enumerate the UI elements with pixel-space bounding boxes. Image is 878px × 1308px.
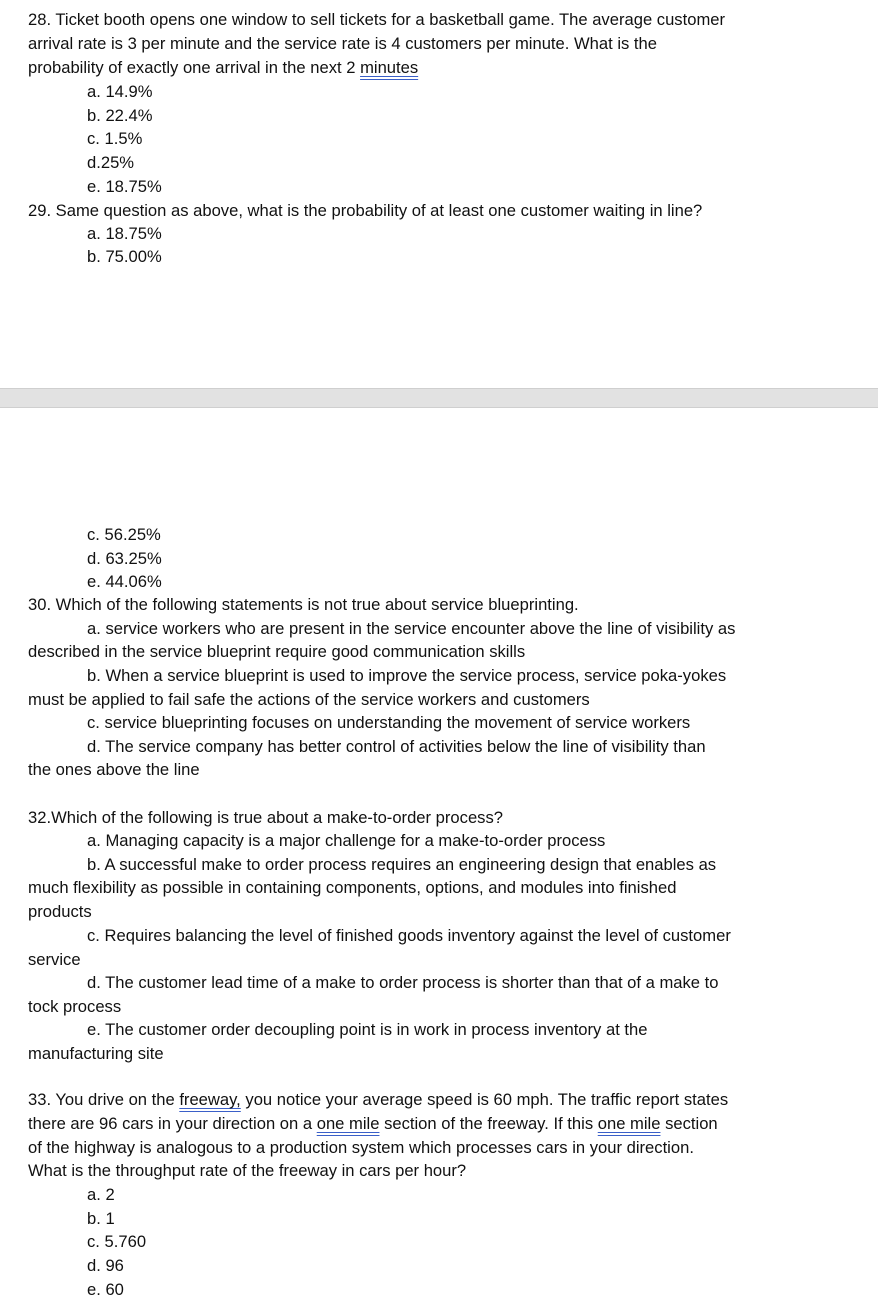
q30-stem: 30. Which of the following statements is not true about service blueprinting.: [28, 595, 579, 614]
q33-stem-line-2: [28, 1112, 718, 1136]
q32-option-e-line-1: e. The customer order decoupling point is in work in process inventory at the: [87, 1020, 648, 1039]
q32-option-d-line-2: tock process: [28, 997, 122, 1016]
q29-option-b: b. 75.00%: [87, 247, 162, 266]
q33-option-b: b. 1: [87, 1209, 115, 1228]
q33-text: section: [660, 1114, 718, 1133]
q32-option-d-line-1: d. The customer lead time of a make to order process is shorter than that of a make to: [87, 973, 719, 992]
q28-option-b: b. 22.4%: [87, 106, 153, 125]
q30-option-a-line-1: a. service workers who are present in the service encounter above the line of visibility as: [87, 619, 736, 638]
q33-option-c: c. 5.760: [87, 1232, 147, 1251]
q33-text: you notice your average speed is 60 mph. The traffic report states: [240, 1090, 729, 1109]
q30-option-a-line-2: described in the service blueprint require good communication skills: [28, 642, 526, 661]
q30-option-b-line-2: must be applied to fail safe the actions of the service workers and customers: [28, 690, 590, 709]
q30-option-b-line-1: b. When a service blueprint is used to improve the service process, service poka-yokes: [87, 666, 727, 685]
q28-stem-line-3: [28, 56, 418, 80]
page-break-gap: [0, 388, 878, 408]
q33-option-a: a. 2: [87, 1185, 115, 1204]
spellcheck-word-minutes: minutes: [360, 58, 419, 77]
spellcheck-phrase-one-mile: one mile: [597, 1114, 661, 1133]
q33-text: 33. You drive on the: [28, 1090, 180, 1109]
q28-option-c: c. 1.5%: [87, 129, 143, 148]
q32-option-c-line-2: service: [28, 950, 81, 969]
q29-option-d: d. 63.25%: [87, 549, 162, 568]
q29-option-a: a. 18.75%: [87, 224, 162, 243]
q33-option-e: e. 60: [87, 1280, 124, 1299]
q32-option-e-line-2: manufacturing site: [28, 1044, 164, 1063]
spellcheck-word-freeway: freeway,: [179, 1090, 241, 1109]
q33-option-d: d. 96: [87, 1256, 124, 1275]
q28-stem-line-2: arrival rate is 3 per minute and the service rate is 4 customers per minute. What is the: [28, 34, 657, 53]
q29-option-c: c. 56.25%: [87, 525, 161, 544]
q32-stem: 32.Which of the following is true about a make-to-order process?: [28, 808, 504, 827]
q30-option-d-line-1: d. The service company has better control of activities below the line of visibility than: [87, 737, 706, 756]
q33-text: section of the freeway. If this: [379, 1114, 598, 1133]
q28-stem-line-1: 28. Ticket booth opens one window to sell tickets for a basketball game. The average customer: [28, 10, 726, 29]
spellcheck-phrase-one-mile: one mile: [316, 1114, 380, 1133]
q28-option-d: d.25%: [87, 153, 135, 172]
q32-option-b-line-3: products: [28, 902, 92, 921]
q29-option-e: e. 44.06%: [87, 572, 162, 591]
q32-option-b-line-2: much flexibility as possible in containing components, options, and modules into finished: [28, 878, 677, 897]
q33-stem-line-4: What is the throughput rate of the freeway in cars per hour?: [28, 1161, 467, 1180]
q28-stem-text: probability of exactly one arrival in the next 2: [28, 58, 361, 77]
q32-option-c-line-1: c. Requires balancing the level of finished goods inventory against the level of customer: [87, 926, 731, 945]
page-1: [0, 0, 878, 388]
q29-stem: 29. Same question as above, what is the probability of at least one customer waiting in line?: [28, 201, 703, 220]
q33-text: there are 96 cars in your direction on a: [28, 1114, 317, 1133]
q32-option-a: a. Managing capacity is a major challenge for a make-to-order process: [87, 831, 606, 850]
q30-option-c: c. service blueprinting focuses on understanding the movement of service workers: [87, 713, 691, 732]
q33-stem-line-3: of the highway is analogous to a production system which processes cars in your direction.: [28, 1138, 694, 1157]
q30-option-d-line-2: the ones above the line: [28, 760, 200, 779]
page-2: [0, 408, 878, 1308]
q28-option-a: a. 14.9%: [87, 82, 153, 101]
q32-option-b-line-1: b. A successful make to order process requires an engineering design that enables as: [87, 855, 717, 874]
q33-stem-line-1: [28, 1088, 728, 1112]
q28-option-e: e. 18.75%: [87, 177, 162, 196]
